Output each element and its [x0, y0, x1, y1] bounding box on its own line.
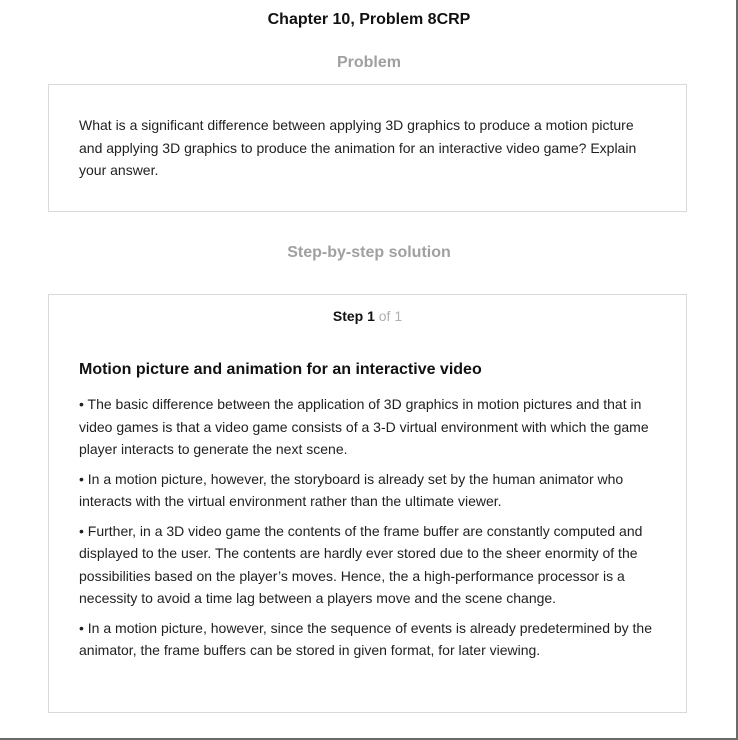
step-heading: Motion picture and animation for an interactive video: [79, 361, 482, 378]
problem-card: [48, 84, 687, 212]
problem-text: What is a significant difference between applying 3D graphics to produce a motion picture and applying 3D graphics to produce the animation for an interactive video game? Explain your answer.: [79, 117, 637, 178]
solution-heading: Step-by-step solution: [287, 244, 451, 261]
problem-heading: Problem: [336, 54, 401, 71]
solution-paragraph: • In a motion picture, however, since the sequence of events is already predetermined by the animator, the frame buffers can be stored in given format, for later viewing.: [79, 619, 653, 658]
step-indicator: [49, 308, 686, 324]
solution-paragraph: • Further, in a 3D video game the contents of the frame buffer are constantly computed and displayed to the user. The contents are hardly ever stored due to the sheer enormity of the possibilities based on the player’s moves. Hence, the a high-performance processor is a necessity to avoid a time lag between a players move and the scene change.: [79, 522, 643, 606]
step-number: Step 1: [332, 308, 375, 324]
solution-card: [48, 294, 687, 713]
step-total: of 1: [374, 308, 403, 324]
page-title: Chapter 10, Problem 8CRP: [267, 11, 471, 28]
solution-paragraph: • The basic difference between the application of 3D graphics in motion pictures and that in video games is that a video game consists of a 3-D virtual environment with which the game player interacts to generate the next scene.: [79, 396, 649, 457]
solution-paragraph: • In a motion picture, however, the storyboard is already set by the human animator who interacts with the virtual environment rather than the ultimate viewer.: [79, 470, 624, 509]
step-body: [79, 393, 659, 669]
